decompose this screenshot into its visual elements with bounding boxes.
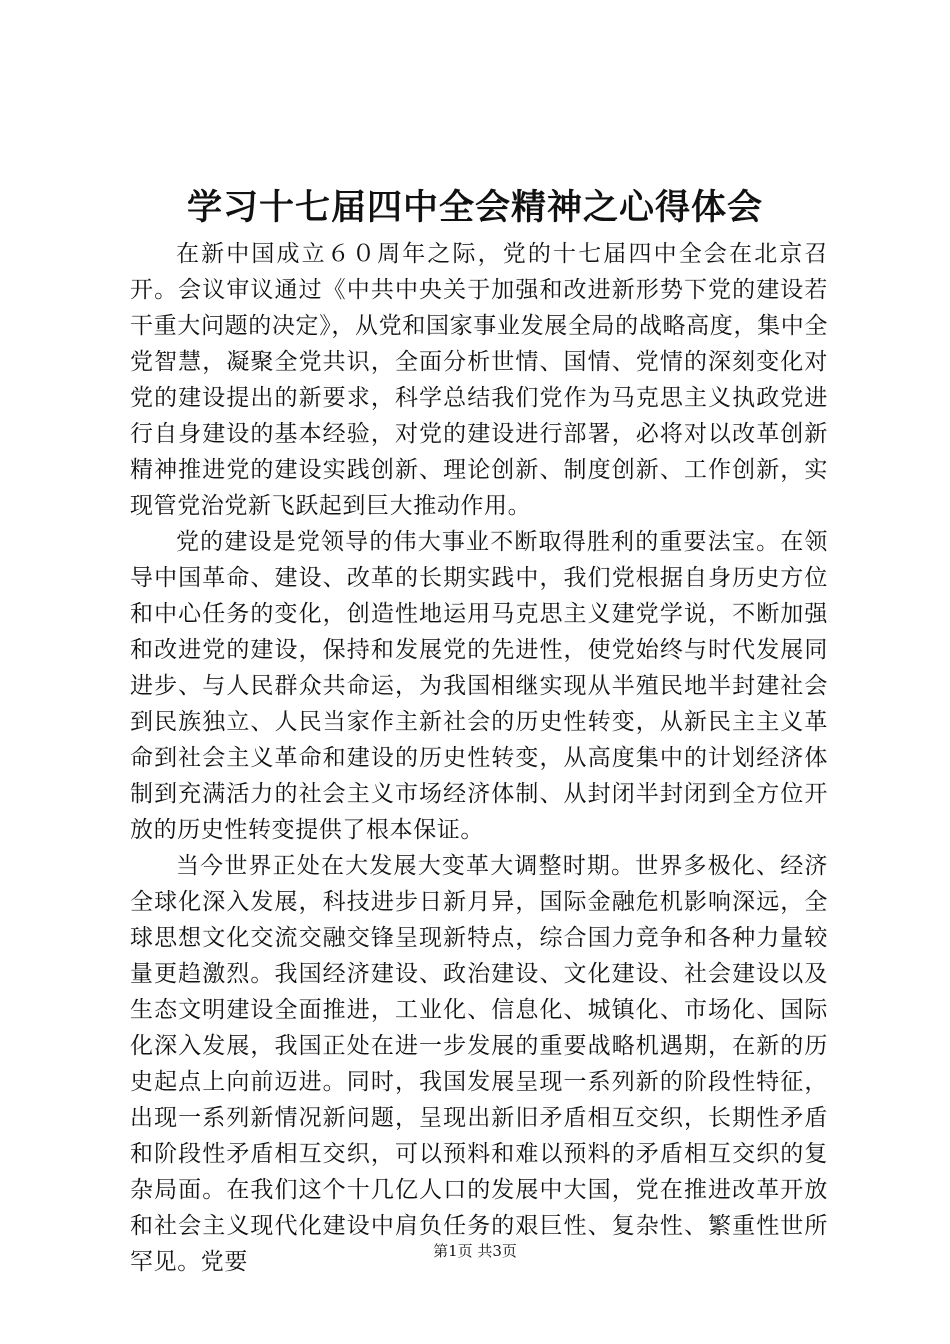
page-number-footer: 第1页 共3页 (433, 1242, 517, 1260)
paragraph-1: 在新中国成立６０周年之际，党的十七届四中全会在北京召开。会议审议通过《中共中央关于加强和改进新形势下党的建设若干重大问题的决定》，从党和国家事业发展全局的战略高度，集中全党智慧，凝聚全党共识，全面分析世情、国情、党情的深刻变化对党的建设提出的新要求，科学总结我们党作为马克思主义执政党进行自身建设的基本经验，对党的建设进行部署，必将对以改革创新精神推进党的建设实践创新、理论创新、制度创新、工作创新，实现管党治党新飞跃起到巨大推动作用。 (130, 241, 828, 519)
paragraph-2: 党的建设是党领导的伟大事业不断取得胜利的重要法宝。在领导中国革命、建设、改革的长期实践中，我们党根据自身历史方位和中心任务的变化，创造性地运用马克思主义建党学说，不断加强和改进党的建设，保持和发展党的先进性，使党始终与时代发展同进步、与人民群众共命运，为我国相继实现从半殖民地半封建社会到民族独立、人民当家作主新社会的历史性转变，从新民主主义革命到社会主义革命和建设的历史性转变，从高度集中的计划经济体制到充满活力的社会主义市场经济体制、从封闭半封闭到全方位开放的历史性转变提供了根本保证。 (130, 529, 828, 843)
paragraph-3: 当今世界正处在大发展大变革大调整时期。世界多极化、经济全球化深入发展，科技进步日新月异，国际金融危机影响深远，全球思想文化交流交融交锋呈现新特点，综合国力竞争和各种力量较量更趋激烈。我国经济建设、政治建设、文化建设、社会建设以及生态文明建设全面推进，工业化、信息化、城镇化、市场化、国际化深入发展，我国正处在进一步发展的重要战略机遇期，在新的历史起点上向前迈进。同时，我国发展呈现一系列新的阶段性特征，出现一系列新情况新问题，呈现出新旧矛盾相互交织，长期性矛盾和阶段性矛盾相互交织，可以预料和难以预料的矛盾相互交织的复杂局面。在我们这个十几亿人口的发展中大国，党在推进改革开放和社会主义现代化建设中肩负任务的艰巨性、复杂性、繁重性世所罕见。党要 (130, 853, 828, 1275)
document-title: 学习十七届四中全会精神之心得体会 (186, 187, 763, 228)
document-body (130, 236, 828, 1280)
